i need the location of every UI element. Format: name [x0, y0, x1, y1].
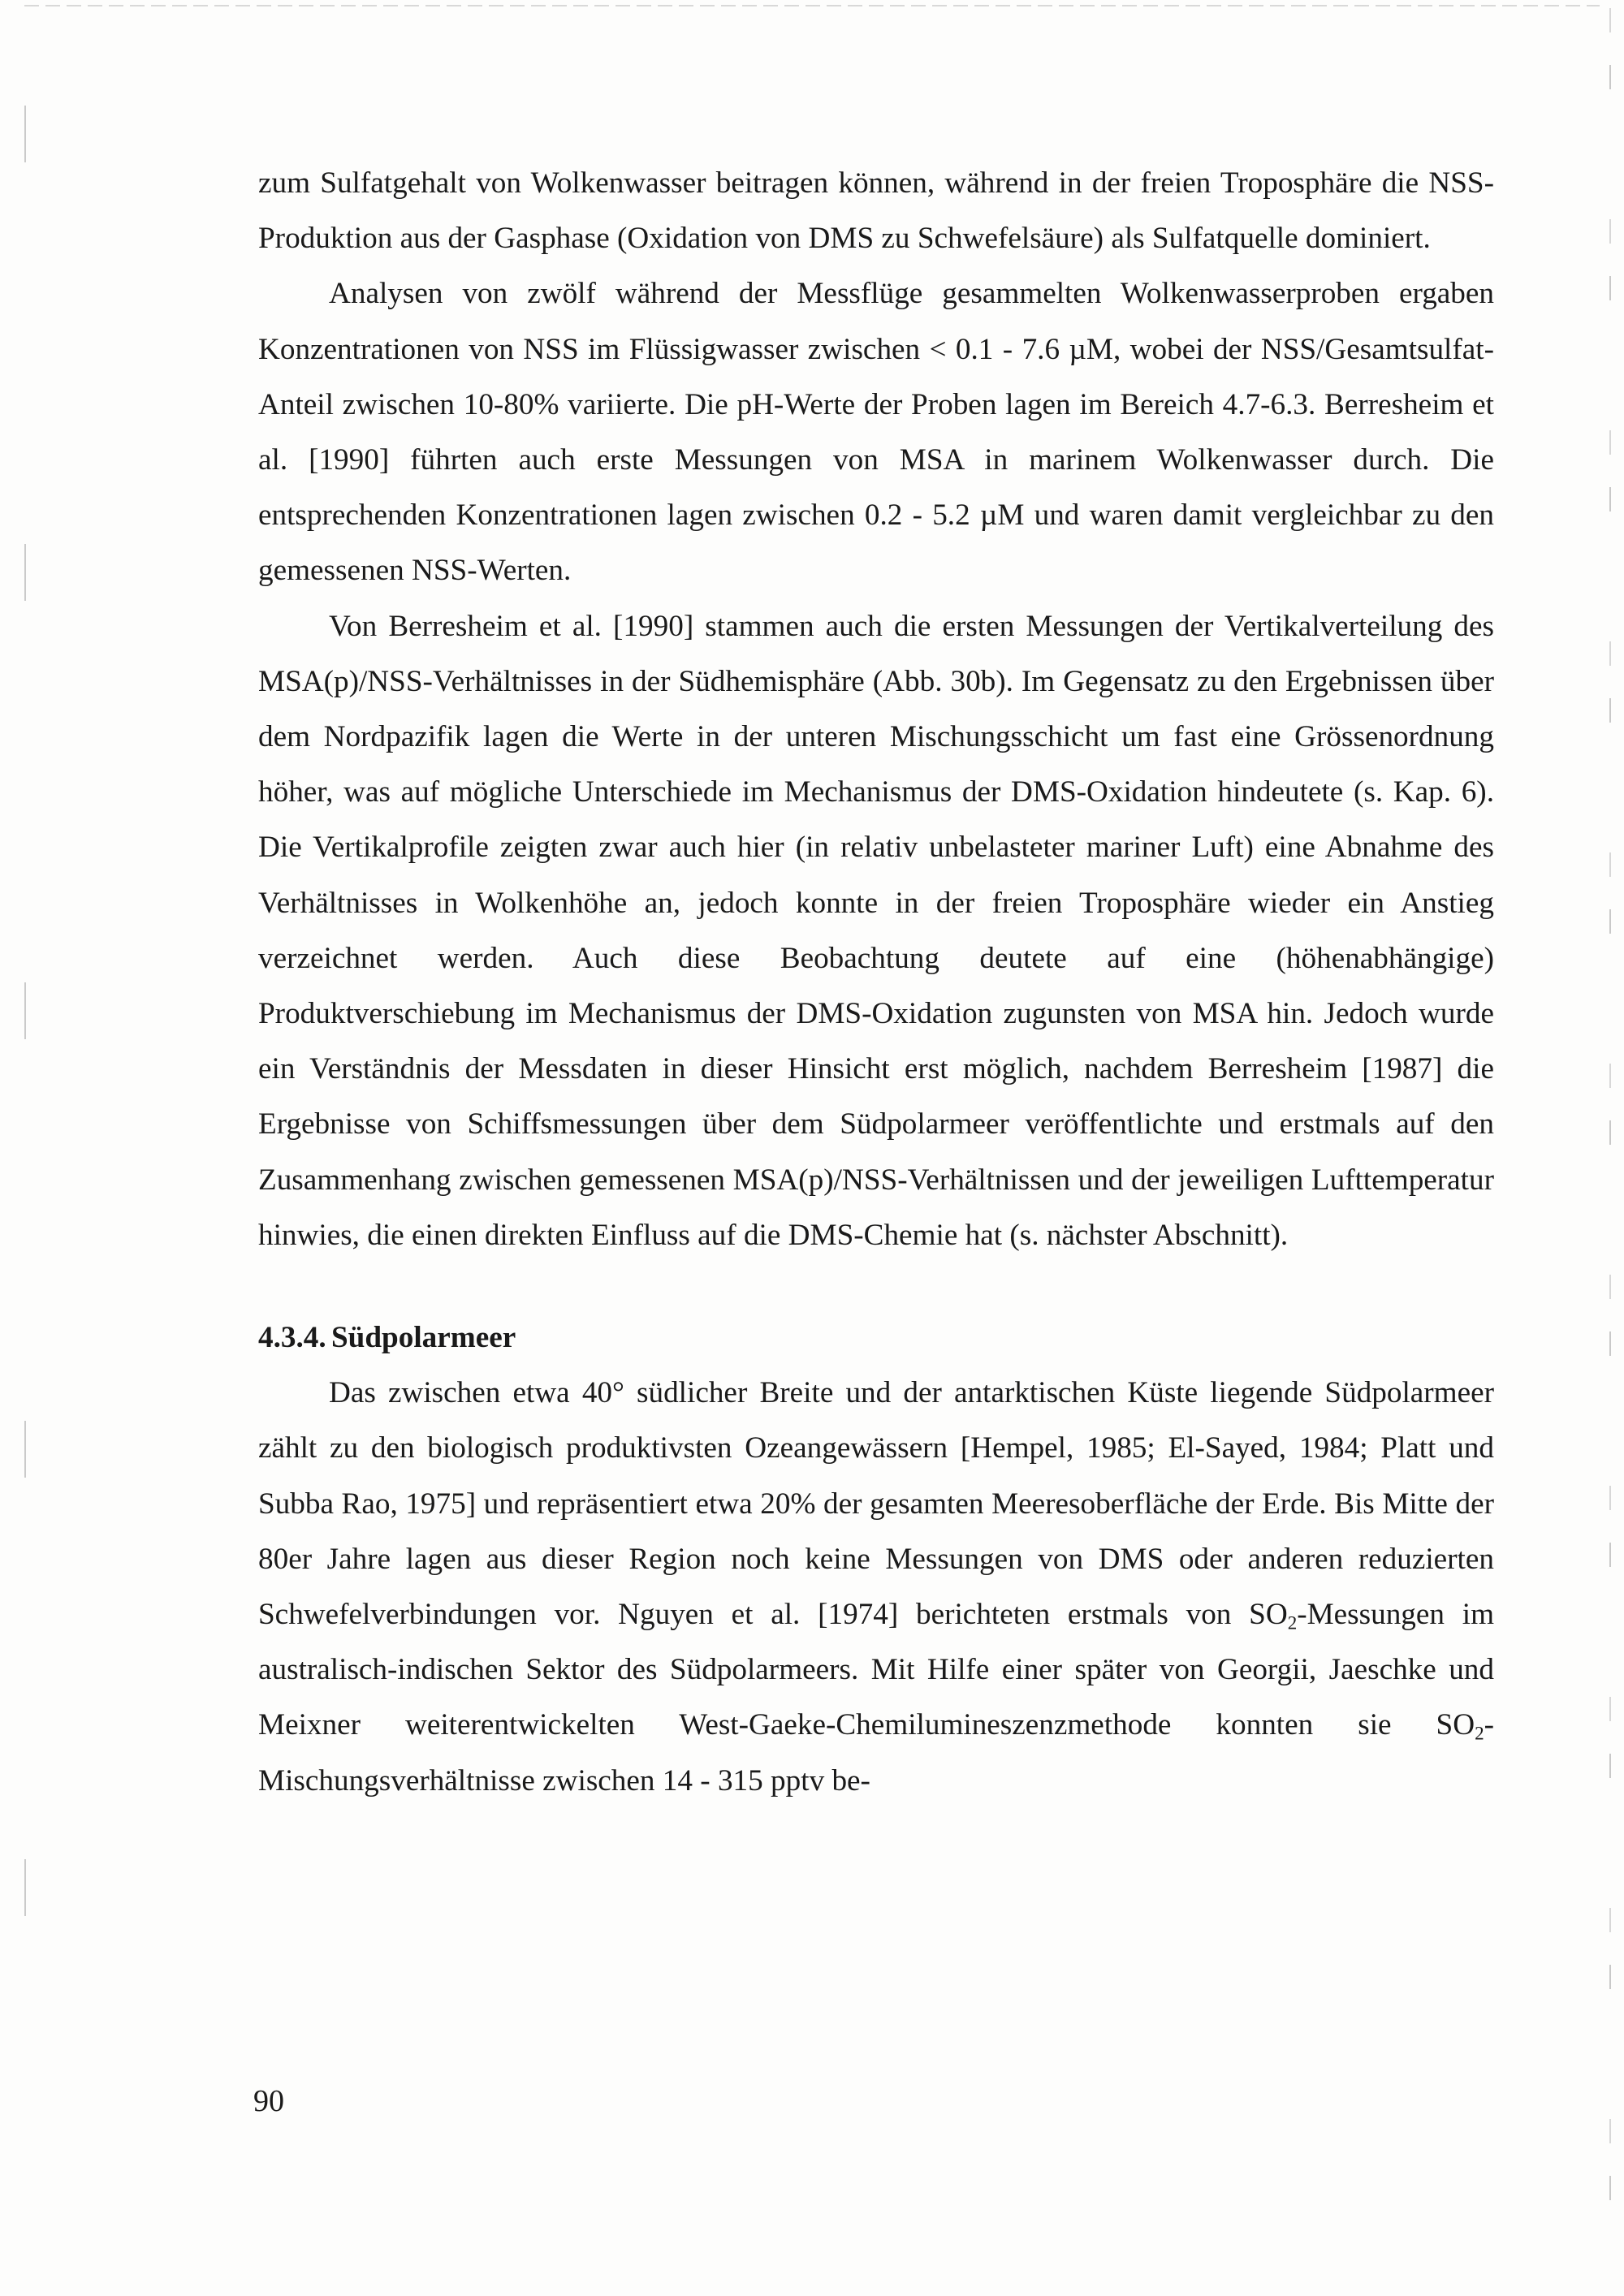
section-number: 4.3.4. — [258, 1321, 326, 1355]
section-heading — [258, 1310, 1494, 1366]
page-number: 90 — [253, 2084, 284, 2118]
scan-edge-left — [24, 8, 26, 2200]
paragraph-1: zum Sulfatgehalt von Wolkenwasser beitragen können, während in der freien Troposphäre die NSS-Produktion aus der Gasphase (Oxidation von DMS zu Schwefelsäure) als Sulfatquelle dominiert. — [258, 166, 1494, 256]
paragraph-3: Von Berresheim et al. [1990] stammen auch die ersten Messungen der Vertikalverteilung des MSA(p)/NSS-Verhältnisses in der Südhemisphäre (Abb. 30b). Im Gegensatz zu den Ergebnissen über dem Nordpazifik lagen die Werte in der unteren Mischungsschicht um fast eine Grössenordnung höher, was auf mögliche Unterschiede im Mechanismus der DMS-Oxidation hindeutete (s. Kap. 6). Die Vertikalprofile zeigten zwar auch hier (in relativ unbelasteter mariner Luft) eine Abnahme des Verhältnisses in Wolkenhöhe an, jedoch konnte in der freien Troposphäre wieder ein Anstieg verzeichnet werden. Auch diese Beobachtung deutete auf eine (höhenabhängige) Produktverschiebung im Mechanismus der DMS-Oxidation zugunsten von MSA hin. Jedoch wurde ein Verständnis der Messdaten in dieser Hinsicht erst möglich, nachdem Berresheim [1987] die Ergebnisse von Schiffsmessungen über dem Südpolarmeer veröffentlichte und erstmals auf den Zusammenhang zwischen gemessenen MSA(p)/NSS-Verhältnissen und der jeweiligen Lufttemperatur hinwies, die einen direkten Einfluss auf die DMS-Chemie hat (s. nächster Abschnitt). — [258, 609, 1494, 1252]
body-text — [258, 156, 1494, 1809]
section-title: Südpolarmeer — [331, 1321, 516, 1355]
paragraph-4 — [258, 1366, 1494, 1809]
paragraph-4-part-c: -Mischungsverhältnisse zwischen 14 - 315 pptv be- — [258, 1708, 1494, 1798]
scan-edge-right — [1609, 8, 1611, 2281]
paragraph-4-part-b: -Messungen im australisch-indischen Sektor des Südpolarmeers. Mit Hilfe einer später von Georgii, Jaeschke und Meixner weiterentwickelten West-Gaeke-Chemilumineszenzmethode konnten sie SO — [258, 1598, 1495, 1742]
subscript-2-first: 2 — [1287, 1612, 1298, 1634]
paragraph-2: Analysen von zwölf während der Messflüge gesammelten Wolkenwasserproben ergaben Konzentrationen von NSS im Flüssigwasser zwischen < 0.1 - 7.6 µM, wobei der NSS/Gesamtsulfat-Anteil zwischen 10-80% variierte. Die pH-Werte der Proben lagen im Bereich 4.7-6.3. Berresheim et al. [1990] führten auch erste Messungen von MSA in marinem Wolkenwasser durch. Die entsprechenden Konzentrationen lagen zwischen 0.2 - 5.2 µM und waren damit vergleichbar zu den gemessenen NSS-Werten. — [258, 277, 1494, 588]
paragraph-4-part-a: Das zwischen etwa 40° südlicher Breite und der antarktischen Küste liegende Südpolarmeer zählt zu den biologisch produktivsten Ozeangewässern [Hempel, 1985; El-Sayed, 1984; Platt und Subba Rao, 1975] und repräsentiert etwa 20% der gesamten Meeresoberfläche der Erde. Bis Mitte der 80er Jahre lagen aus dieser Region noch keine Messungen von DMS oder anderen reduzierten Schwefelverbindungen vor. Nguyen et al. [1974] berichteten erstmals von SO — [258, 1376, 1494, 1632]
scan-edge-top — [24, 5, 1600, 6]
subscript-2-second: 2 — [1475, 1722, 1484, 1744]
